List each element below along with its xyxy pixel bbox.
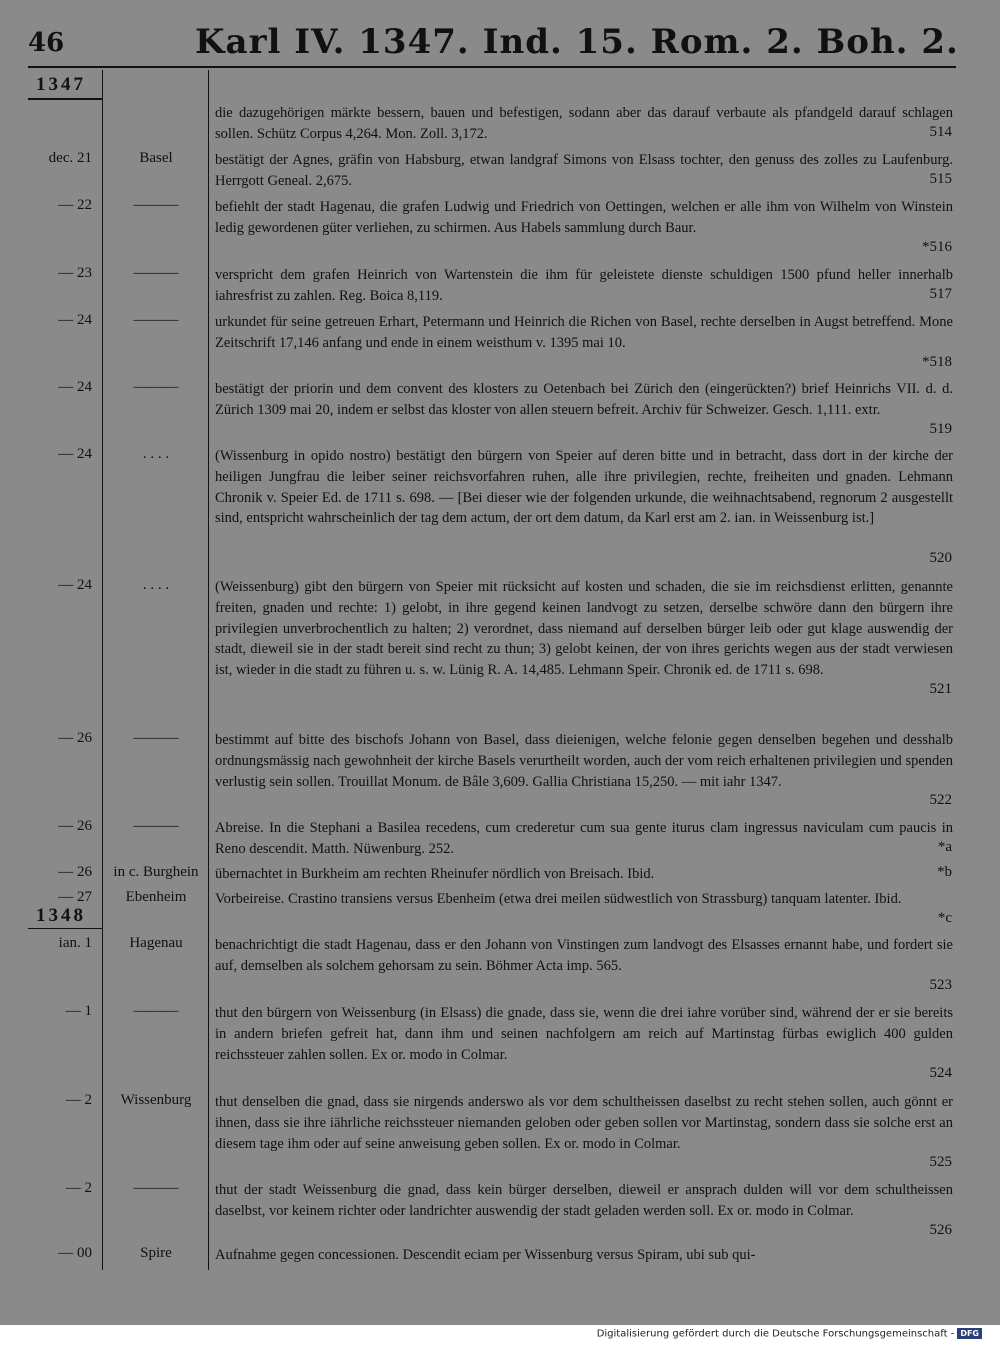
entry-text: Aufnahme gegen concessionen. Descendit eciam per Wissenburg versus Spiram, ubi sub qui- [215,1247,756,1263]
regest-entry [0,265,1000,311]
entry-text: bestimmt auf bitte des bischofs Johann von Basel, dass dieienigen, welche felonie gegen denselben begehen und desshalb ordnungsmässig nach gewohnheit der kirche Basels verurtheilt worden, auch der vom reich erhaltenen privilegien und spenden verlustig sein sollen. Trouillat Monum. de Bâle 3,609. Gallia Christiana 15,250. — mit iahr 1347. [215,732,953,790]
year-rule [28,98,102,100]
entry-number: 515 [929,170,952,187]
entry-text: übernachtet in Burkheim am rechten Rheinufer nördlich von Breisach. Ibid. [215,866,655,882]
entry-place: Spire [140,1245,172,1261]
entry-date: — 24 [58,312,92,328]
page-title: Karl IV. 1347. Ind. 15. Rom. 2. Boh. 2. [195,22,959,62]
entry-text: bestätigt der Agnes, gräfin von Habsburg, etwan landgraf Simons von Elsass tochter, den genuss des zolles zu Laufenburg. Herrgott Geneal. 2,675. [215,152,953,189]
entry-date: — 2 [65,1092,92,1108]
entry-date: — 22 [58,197,92,213]
entry-place: ——— [133,197,179,213]
regest-entry [0,1003,1000,1090]
entry-number: 526 [929,1221,952,1238]
footer-credit [597,1328,982,1340]
entry-number: *516 [922,238,952,255]
entry-number: 523 [929,976,952,993]
entry-text: befiehlt der stadt Hagenau, die grafen Ludwig und Friedrich von Oettingen, welchen er alle ihm von Wilhelm von Winstein ledig gewordenen güter verliehen, zu schirmen. Aus Habels sammlung durch Baur. [215,199,953,236]
entry-date: dec. 21 [48,150,92,166]
entry-number: 521 [929,681,952,697]
regest-entry [0,577,1000,706]
entry-date: — 24 [58,577,92,593]
dfg-logo-icon: DFG [957,1328,982,1339]
entry-place: ——— [133,1003,179,1019]
entry-number: *b [937,864,952,880]
entry-text: benachrichtigt die stadt Hagenau, dass er den Johann von Vinstingen zum landvogt des Elsasses ernannt habe, und fordert sie auf, demselben als solchem gehorsam zu sein. Böhmer Acta imp. 565. [215,937,953,974]
entry-text: bestätigt der priorin und dem convent des klosters zu Oetenbach bei Zürich den (eingerückten?) brief Heinrichs VII. d. d. Zürich 1309 mai 20, indem er selbst das kloster von allen steuern befreit. Archiv für Schweizer. Gesch. 1,111. extr. [215,381,953,418]
regest-entry [0,889,1000,935]
entry-number: *518 [922,353,952,370]
entry-text: Abreise. In die Stephani a Basilea recedens, cum crederetur cum sua gente iturus clam ingressus naviculam cum paucis in Reno descendit. Matth. Nüwenburg. 252. [215,820,953,857]
entry-date: — 24 [58,379,92,395]
entry-place: . . . . [142,577,170,593]
regest-entry [0,818,1000,864]
entry-place: ——— [133,379,179,395]
entry-text: (Weissenburg) gibt den bürgern von Speier mit rücksicht auf kosten und schaden, die sie im reichsdienst erlitten, genannte freiten, gnaden und rechte: 1) gelobt, in ihre gegend keinen landvogt zu setzen, derselbe schwöre dann den bürgern ihre privilegien unverbrochentlich zu halten; 2) verordnet, dass niemand auf derselben bürger leib oder gut klage auswendig der stadt, dieweil sie in der stadt bereit sind recht zu thun; 3) gelobt keinen, der von ihres gerichts wegen aus der stadt verwiesen ist, wieder in die stadt zu führen u. s. w. Lünig R. A. 14,485. Lehmann Speir. Chronik ed. de 1711 s. 698. [215,579,953,679]
entry-text: (Wissenburg in opido nostro) bestätigt den bürgern von Speier auf deren bitte und in betracht, dass dort in der kirche der heiligen Jungfrau die leiber seiner reichsvorfahren ruhen, alle ihre privilegien, rechte, freiheiten und gnaden. Lehmann Chronik v. Speier Ed. de 1711 s. 698. — [Bei dieser wie der folgenden urkunde, die weihnachtsabend, regnorum 2 ausgestellt sind, entspricht wahrscheinlich der tag dem actum, der ort dem datum, da Karl erst am 2. ian. in Weissenburg ist.] [215,448,953,527]
entry-number: 514 [929,123,952,140]
entry-place: ——— [133,312,179,328]
regest-entry [0,379,1000,445]
entry-number: 517 [929,285,952,302]
entry-date: — 24 [58,446,92,462]
year-label: 1347 [36,74,86,95]
entry-text: thut denselben die gnad, dass sie nirgends anderswo als vor dem schultheissen daselbst zu recht stehen sollen, auch gönnt er ihnen, dass sie ihre iährliche reichssteuer niemanden geloben oder geben sollen vor Martinstag, sondern dass sie solche erst an diesem tage ihm oder auf seine anweisung geben sollen. Ex or. modo in Colmar. [215,1094,953,1152]
regest-entry [0,1180,1000,1246]
regest-entry [0,1092,1000,1179]
entry-number: *a [937,838,952,855]
entry-place: in c. Burghein [113,864,199,880]
entry-date: — 23 [58,265,92,281]
header-rule [28,66,956,68]
regest-entry [0,150,1000,196]
entry-text: thut der stadt Weissenburg die gnad, dass kein bürger derselben, dieweil er ansprach dulden will vor dem schultheissen daselbst, vor keinem richter oder landrichter auswendig der stadt geladen werden soll. Ex or. modo in Colmar. [215,1182,953,1219]
entry-text: urkundet für seine getreuen Erhart, Petermann und Heinrich die Richen von Basel, rechte derselben in Augst betreffend. Mone Zeitschrift 17,146 anfang und ende in einem weisthum v. 1395 mai 10. [215,314,953,351]
entry-place: Hagenau [129,935,183,951]
entry-text: thut den bürgern von Weissenburg (in Elsass) die gnade, dass sie, wenn die drei iahre vorüber sind, während der er sie bereits in andern briefen gefreit hat, dann ihm und seinen nachfolgern am reich auf Martinstag fürbas ewiglich 400 gulden reichssteuer zahlen sollen. Ex or. modo in Colmar. [215,1005,953,1063]
page-number: 46 [28,28,65,58]
entry-number: 524 [929,1065,952,1082]
entry-date: — 1 [65,1003,92,1019]
entry-date: — 00 [58,1245,92,1261]
entry-place: Wissenburg [120,1092,192,1108]
regest-entry [0,730,1000,817]
entry-number: 520 [929,550,952,566]
entry-number: 519 [929,420,952,437]
entry-date: — 27 [58,889,92,905]
regest-entry [0,197,1000,263]
regest-entry [0,446,1000,575]
entry-date: — 26 [58,730,92,746]
entry-place: ——— [133,1180,179,1196]
entry-number: 525 [929,1154,952,1171]
entry-place: ——— [133,265,179,281]
regest-entry [0,103,1000,149]
entry-number: *c [937,909,952,926]
entry-place: . . . . [142,446,170,462]
entry-place: Basel [139,150,173,166]
entry-text: verspricht dem grafen Heinrich von Wartenstein die ihm für geleistete dienste schuldigen 1500 pfund heller innerhalb iahresfrist zu zahlen. Reg. Boica 8,119. [215,267,953,304]
entry-date: ian. 1 [58,935,92,951]
regest-entry [0,935,1000,1001]
entry-date: — 26 [58,864,92,880]
entry-date: — 26 [58,818,92,834]
regest-entry [0,864,1000,889]
footer-text: Digitalisierung gefördert durch die Deutsche Forschungsgemeinschaft - [596,1328,955,1340]
entry-text: die dazugehörigen märkte bessern, bauen und befestigen, sodann aber das darauf verbaute als pfandgeld darauf schlagen sollen. Schütz Corpus 4,264. Mon. Zoll. 3,172. [215,105,953,142]
regest-entry [0,312,1000,378]
entry-place: ——— [133,818,179,834]
regest-entry [0,1245,1000,1270]
year-label: 1348 [36,905,86,926]
entry-date: — 2 [65,1180,92,1196]
entry-number: 522 [929,792,952,809]
entry-place: ——— [133,730,179,746]
entry-place: Ebenheim [125,889,187,905]
entry-text: Vorbeireise. Crastino transiens versus Ebenheim (etwa drei meilen südwestlich von Strassburg) tanquam latenter. Ibid. [215,891,902,907]
